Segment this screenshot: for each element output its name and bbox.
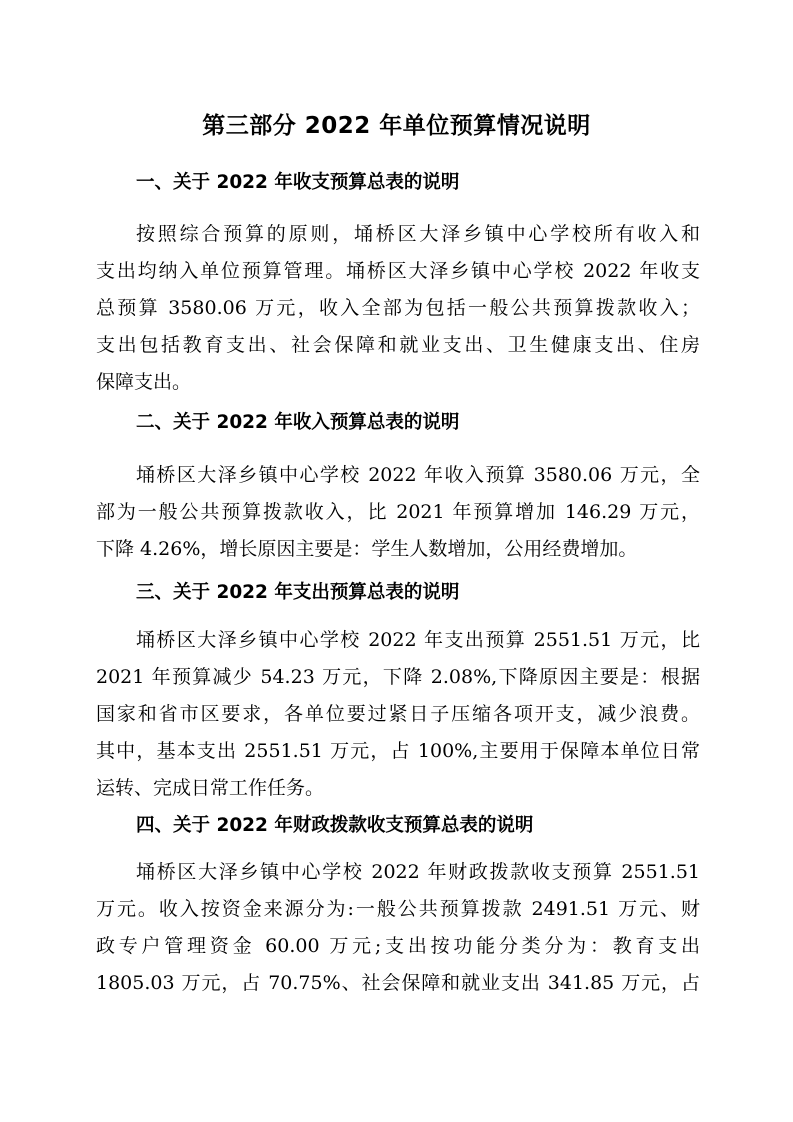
paragraph-line: 其中，基本支出 2551.51 万元，占 100%,主要用于保障本单位日常 (96, 740, 700, 762)
paragraph-line: 按照综合预算的原则，埇桥区大泽乡镇中心学校所有收入和 (136, 223, 700, 245)
section-paragraph-2 (96, 457, 700, 568)
section-heading-2: 二、关于 2022 年收入预算总表的说明 (136, 412, 460, 433)
paragraph-line: 支出均纳入单位预算管理。埇桥区大泽乡镇中心学校 2022 年收支 (96, 260, 700, 282)
paragraph-line: 埇桥区大泽乡镇中心学校 2022 年支出预算 2551.51 万元，比 (136, 629, 700, 651)
section-heading-4: 四、关于 2022 年财政拨款收支预算总表的说明 (136, 815, 534, 836)
section-paragraph-1 (96, 216, 700, 401)
paragraph-line: 埇桥区大泽乡镇中心学校 2022 年财政拨款收支预算 2551.51 (136, 861, 700, 883)
paragraph-line: 总预算 3580.06 万元，收入全部为包括一般公共预算拨款收入； (96, 297, 700, 319)
paragraph-line: 万元。收入按资金来源分为:一般公共预算拨款 2491.51 万元、财 (96, 898, 700, 920)
section-heading-1: 一、关于 2022 年收支预算总表的说明 (136, 172, 460, 193)
section-paragraph-3 (96, 622, 700, 807)
paragraph-line: 下降 4.26%，增长原因主要是：学生人数增加，公用经费增加。 (96, 538, 638, 560)
paragraph-line: 埇桥区大泽乡镇中心学校 2022 年收入预算 3580.06 万元，全 (136, 464, 700, 486)
paragraph-line: 2021 年预算减少 54.23 万元，下降 2.08%,下降原因主要是：根据 (96, 666, 700, 688)
paragraph-line: 保障支出。 (96, 371, 192, 393)
paragraph-line: 政专户管理资金 60.00 万元;支出按功能分类分为：教育支出 (96, 935, 700, 957)
paragraph-line: 1805.03 万元，占 70.75%、社会保障和就业支出 341.85 万元，占 (96, 972, 700, 994)
section-heading-3: 三、关于 2022 年支出预算总表的说明 (136, 582, 460, 603)
paragraph-line: 国家和省市区要求，各单位要过紧日子压缩各项开支，减少浪费。 (96, 703, 700, 725)
paragraph-line: 部为一般公共预算拨款收入，比 2021 年预算增加 146.29 万元， (96, 501, 700, 523)
paragraph-line: 支出包括教育支出、社会保障和就业支出、卫生健康支出、住房 (96, 334, 700, 356)
page-title: 第三部分 2022 年单位预算情况说明 (202, 113, 591, 139)
paragraph-line: 运转、完成日常工作任务。 (96, 777, 325, 799)
section-paragraph-4 (96, 854, 700, 1002)
